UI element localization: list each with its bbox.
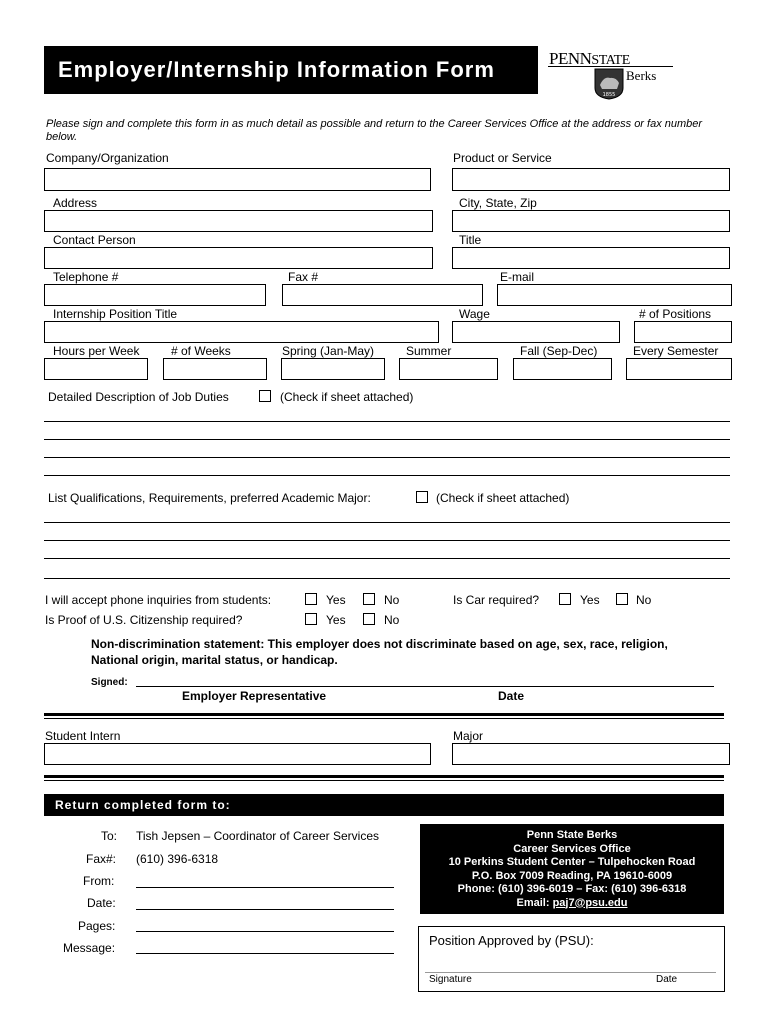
spring-input[interactable] [281, 358, 385, 380]
car-yes-checkbox[interactable] [559, 593, 571, 605]
from-label: From: [83, 874, 115, 888]
phone-inquiries-label: I will accept phone inquiries from students: [45, 593, 272, 607]
email-label: E-mail [500, 270, 535, 284]
major-label: Major [453, 729, 484, 743]
wage-label: Wage [459, 307, 490, 321]
office-phone: Phone: (610) 396-6019 – Fax: (610) 396-6318 [457, 883, 687, 895]
signed-label: Signed: [91, 677, 128, 688]
position-title-label: Internship Position Title [53, 307, 178, 321]
contact-title-input[interactable] [452, 247, 730, 269]
quals-line[interactable] [44, 522, 730, 523]
weeks-input[interactable] [163, 358, 267, 380]
every-semester-label: Every Semester [633, 344, 719, 358]
telephone-label: Telephone # [53, 270, 119, 284]
employer-rep-label: Employer Representative [182, 689, 327, 703]
message-label: Message: [63, 941, 116, 955]
nittany-lion-shield-icon [594, 68, 624, 100]
position-title-input[interactable] [44, 321, 439, 343]
summer-input[interactable] [399, 358, 498, 380]
to-label: To: [101, 829, 118, 843]
approval-date-label: Date [656, 974, 678, 985]
office-department: Career Services Office [513, 842, 631, 855]
from-line[interactable] [136, 887, 394, 888]
fax-date-line[interactable] [136, 909, 394, 910]
phone-no-label: No [384, 593, 400, 607]
approval-heading: Position Approved by (PSU): [429, 933, 594, 948]
office-email-link[interactable]: paj7@psu.edu [552, 896, 628, 909]
hours-input[interactable] [44, 358, 148, 380]
phone-no-checkbox[interactable] [363, 593, 375, 605]
quals-line[interactable] [44, 578, 730, 579]
logo-penn-text: PENN [549, 49, 592, 68]
citizenship-yes-checkbox[interactable] [305, 613, 317, 625]
major-input[interactable] [452, 743, 730, 765]
fall-label: Fall (Sep-Dec) [520, 344, 598, 358]
contact-input[interactable] [44, 247, 433, 269]
company-input[interactable] [44, 168, 431, 191]
fax-number-label: Fax#: [86, 852, 117, 866]
logo-rule [548, 66, 673, 67]
approval-box [418, 926, 725, 992]
signed-date-label: Date [498, 689, 525, 703]
duties-line[interactable] [44, 439, 730, 440]
citizenship-label: Is Proof of U.S. Citizenship required? [45, 613, 243, 627]
office-name: Penn State Berks [526, 829, 618, 841]
pages-line[interactable] [136, 931, 394, 932]
office-street: 10 Perkins Student Center – Tulpehocken Road [448, 856, 696, 868]
citizenship-no-label: No [384, 613, 400, 627]
city-input[interactable] [452, 210, 730, 232]
duties-attached-checkbox[interactable] [259, 390, 271, 402]
summer-label: Summer [406, 344, 452, 358]
nondiscrimination-statement-2: National origin, marital status, or handicap. [91, 653, 338, 667]
citizenship-no-checkbox[interactable] [363, 613, 375, 625]
spring-label: Spring (Jan-May) [282, 344, 375, 358]
pages-label: Pages: [78, 919, 116, 933]
wage-input[interactable] [452, 321, 620, 343]
every-semester-input[interactable] [626, 358, 732, 380]
citizenship-yes-label: Yes [326, 613, 346, 627]
office-address-box [420, 824, 724, 914]
positions-label: # of Positions [639, 307, 712, 321]
car-no-label: No [636, 593, 652, 607]
quals-line[interactable] [44, 540, 730, 541]
product-input[interactable] [452, 168, 730, 191]
to-value: Tish Jepsen – Coordinator of Career Services [136, 829, 379, 843]
approval-signature-label: Signature [429, 974, 472, 985]
company-label: Company/Organization [46, 151, 169, 165]
phone-yes-checkbox[interactable] [305, 593, 317, 605]
office-email [420, 897, 724, 911]
office-email-label: Email: [516, 896, 553, 909]
positions-input[interactable] [634, 321, 732, 343]
telephone-input[interactable] [44, 284, 266, 306]
fax-label: Fax # [288, 270, 319, 284]
email-input[interactable] [497, 284, 732, 306]
signature-line[interactable] [136, 686, 714, 687]
form-title: Employer/Internship Information Form [44, 46, 538, 94]
duties-label: Detailed Description of Job Duties [48, 390, 229, 404]
quals-label: List Qualifications, Requirements, preferred Academic Major: [48, 491, 371, 505]
car-yes-label: Yes [580, 593, 600, 607]
address-input[interactable] [44, 210, 433, 232]
office-po-box: P.O. Box 7009 Reading, PA 19610-6009 [471, 869, 673, 882]
divider [44, 718, 724, 719]
logo-state-text: STATE [591, 53, 630, 68]
message-line[interactable] [136, 953, 394, 954]
nondiscrimination-statement: Non-discrimination statement: This employer does not discriminate based on age, sex, race, religion, [91, 637, 668, 651]
contact-label: Contact Person [53, 233, 136, 247]
hours-label: Hours per Week [53, 344, 140, 358]
car-required-label: Is Car required? [453, 593, 540, 607]
quals-line[interactable] [44, 558, 730, 559]
weeks-label: # of Weeks [171, 344, 231, 358]
approval-signature-line[interactable] [425, 972, 716, 973]
divider [44, 713, 724, 716]
return-heading: Return completed form to: [44, 794, 724, 816]
student-intern-label: Student Intern [45, 729, 121, 743]
logo-year: 1855 [602, 92, 616, 98]
student-intern-input[interactable] [44, 743, 431, 765]
fax-input[interactable] [282, 284, 483, 306]
quals-attached-checkbox[interactable] [416, 491, 428, 503]
product-label: Product or Service [453, 151, 552, 165]
address-label: Address [53, 196, 98, 210]
fax-number-value: (610) 396-6318 [136, 852, 219, 866]
contact-title-label: Title [459, 233, 482, 247]
divider [44, 780, 724, 781]
logo-campus: Berks [626, 68, 657, 83]
instructions: Please sign and complete this form in as much detail as possible and return to the Career Services Office at the address or fax number below. [46, 118, 703, 143]
duties-attached-label: (Check if sheet attached) [280, 390, 414, 404]
fall-input[interactable] [513, 358, 612, 380]
duties-line[interactable] [44, 475, 730, 476]
duties-line[interactable] [44, 421, 730, 422]
duties-line[interactable] [44, 457, 730, 458]
phone-yes-label: Yes [326, 593, 346, 607]
fax-date-label: Date: [87, 896, 116, 910]
divider [44, 775, 724, 778]
quals-attached-label: (Check if sheet attached) [436, 491, 570, 505]
city-label: City, State, Zip [459, 196, 537, 210]
car-no-checkbox[interactable] [616, 593, 628, 605]
